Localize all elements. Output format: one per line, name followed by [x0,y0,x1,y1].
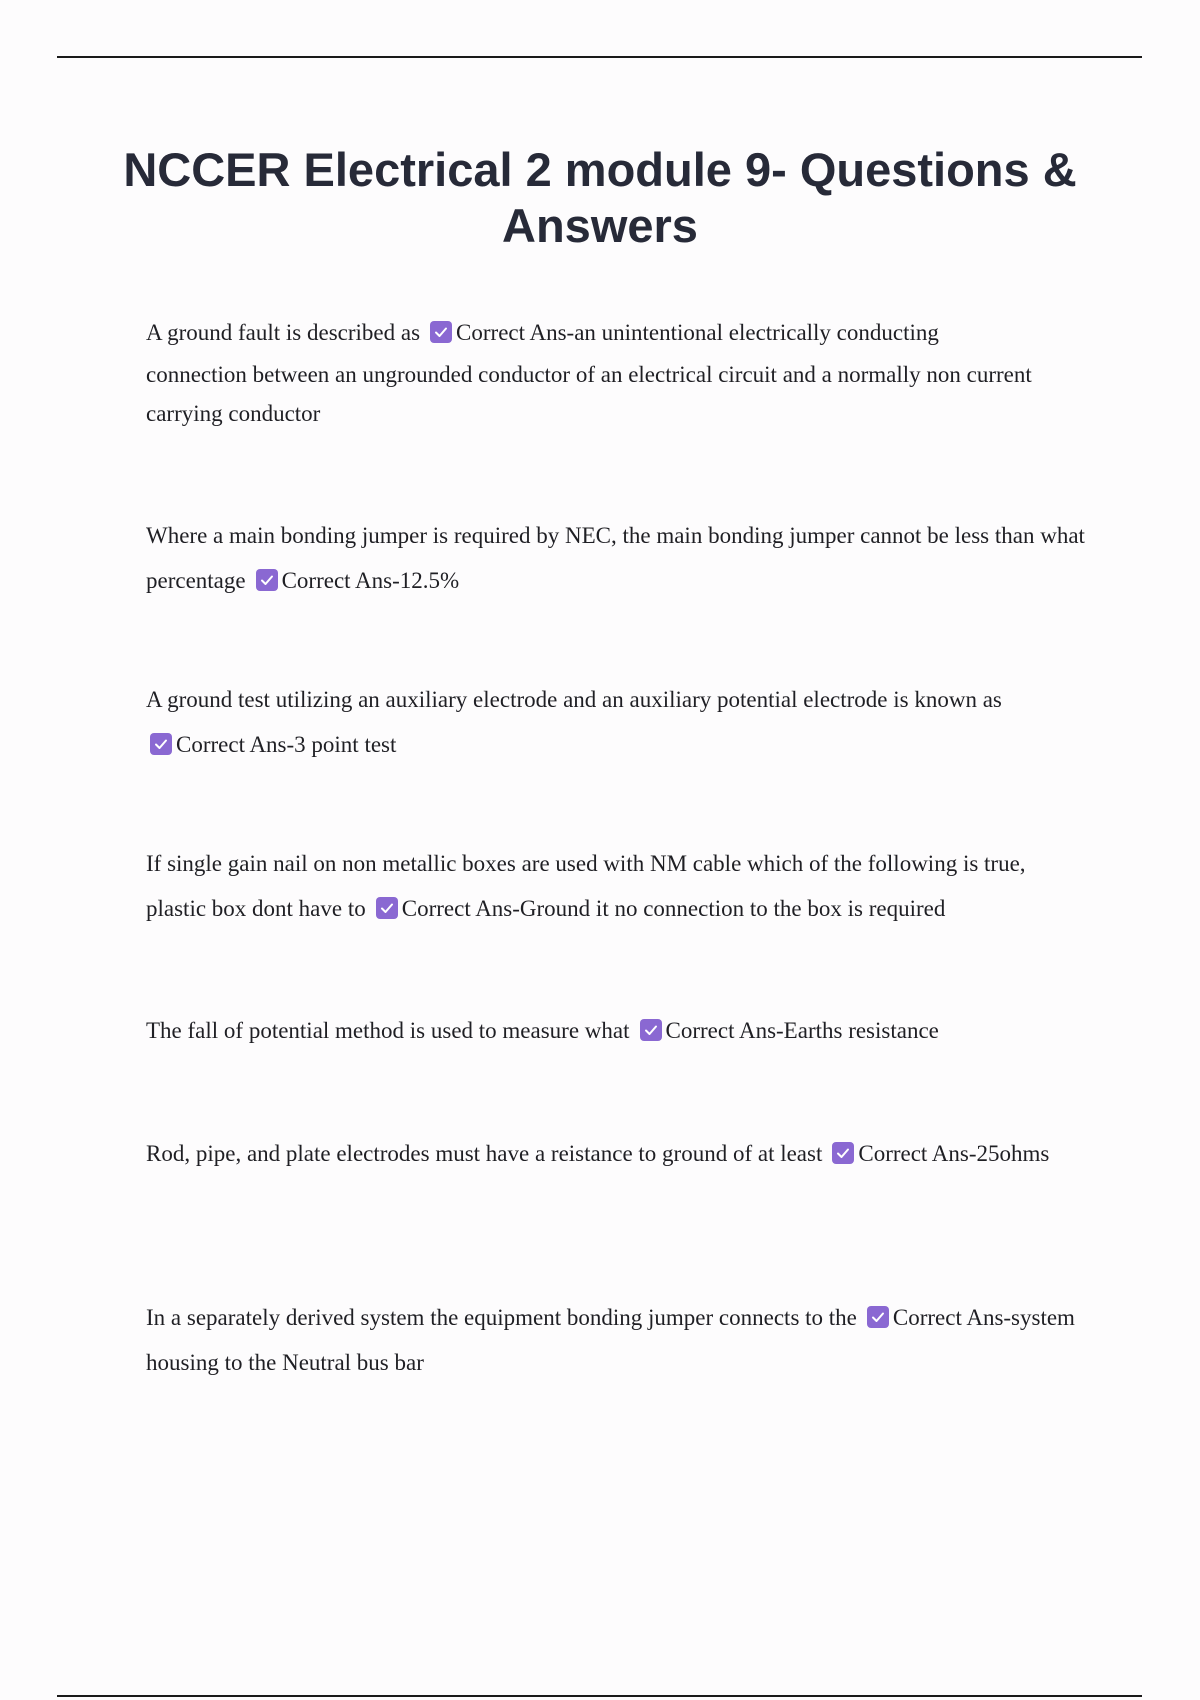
answer-text: Correct Ans-Ground it no connection to the box is required [401,896,946,921]
checkbox-checked-icon [150,733,172,755]
question-text: A ground test utilizing an auxiliary electrode and an auxiliary potential electrode is known as [146,687,1002,712]
answer-text: Correct Ans-Earths resistance [665,1018,939,1043]
answer-text: Correct Ans-3 point test [176,732,397,757]
question-text: If single gain nail on non metallic boxes are used with NM cable which of the following is true, plastic box dont have to [146,851,1026,921]
question-text: A ground fault is described as [146,320,421,345]
answer-text: Correct Ans-system housing to the Neutral bus bar [146,1305,1075,1375]
checkbox-checked-icon [832,1142,854,1164]
question-text: Rod, pipe, and plate electrodes must have a reistance to ground of at least [146,1141,823,1166]
checkbox-checked-icon [640,1019,662,1041]
answer-continuation: connection between an ungrounded conductor of an electrical circuit and a normally non current carrying conductor [146,362,1032,426]
qa-item [146,513,1091,603]
checkbox-checked-icon [867,1306,889,1328]
qa-item [146,1295,1091,1385]
bottom-rule [57,1695,1142,1697]
question-text: Where a main bonding jumper is required by NEC, the main bonding jumper cannot be less than what percentage [146,523,1085,593]
checkbox-checked-icon [256,569,278,591]
checkbox-checked-icon [376,897,398,919]
answer-text: Correct Ans-25ohms [858,1141,1050,1166]
qa-item [146,677,1091,767]
answer-text: Correct Ans-an unintentional electrically conducting [456,320,939,345]
qa-item [146,1008,1091,1053]
question-text: In a separately derived system the equipment bonding jumper connects to the [146,1305,857,1330]
top-rule [57,56,1142,58]
qa-item [146,1131,1091,1176]
qa-item [146,310,1091,433]
document-title: NCCER Electrical 2 module 9- Questions & Answers [123,143,1077,252]
answer-text: Correct Ans-12.5% [281,568,460,593]
question-text: The fall of potential method is used to measure what [146,1018,630,1043]
checkbox-checked-icon [430,321,452,343]
qa-item [146,841,1091,931]
